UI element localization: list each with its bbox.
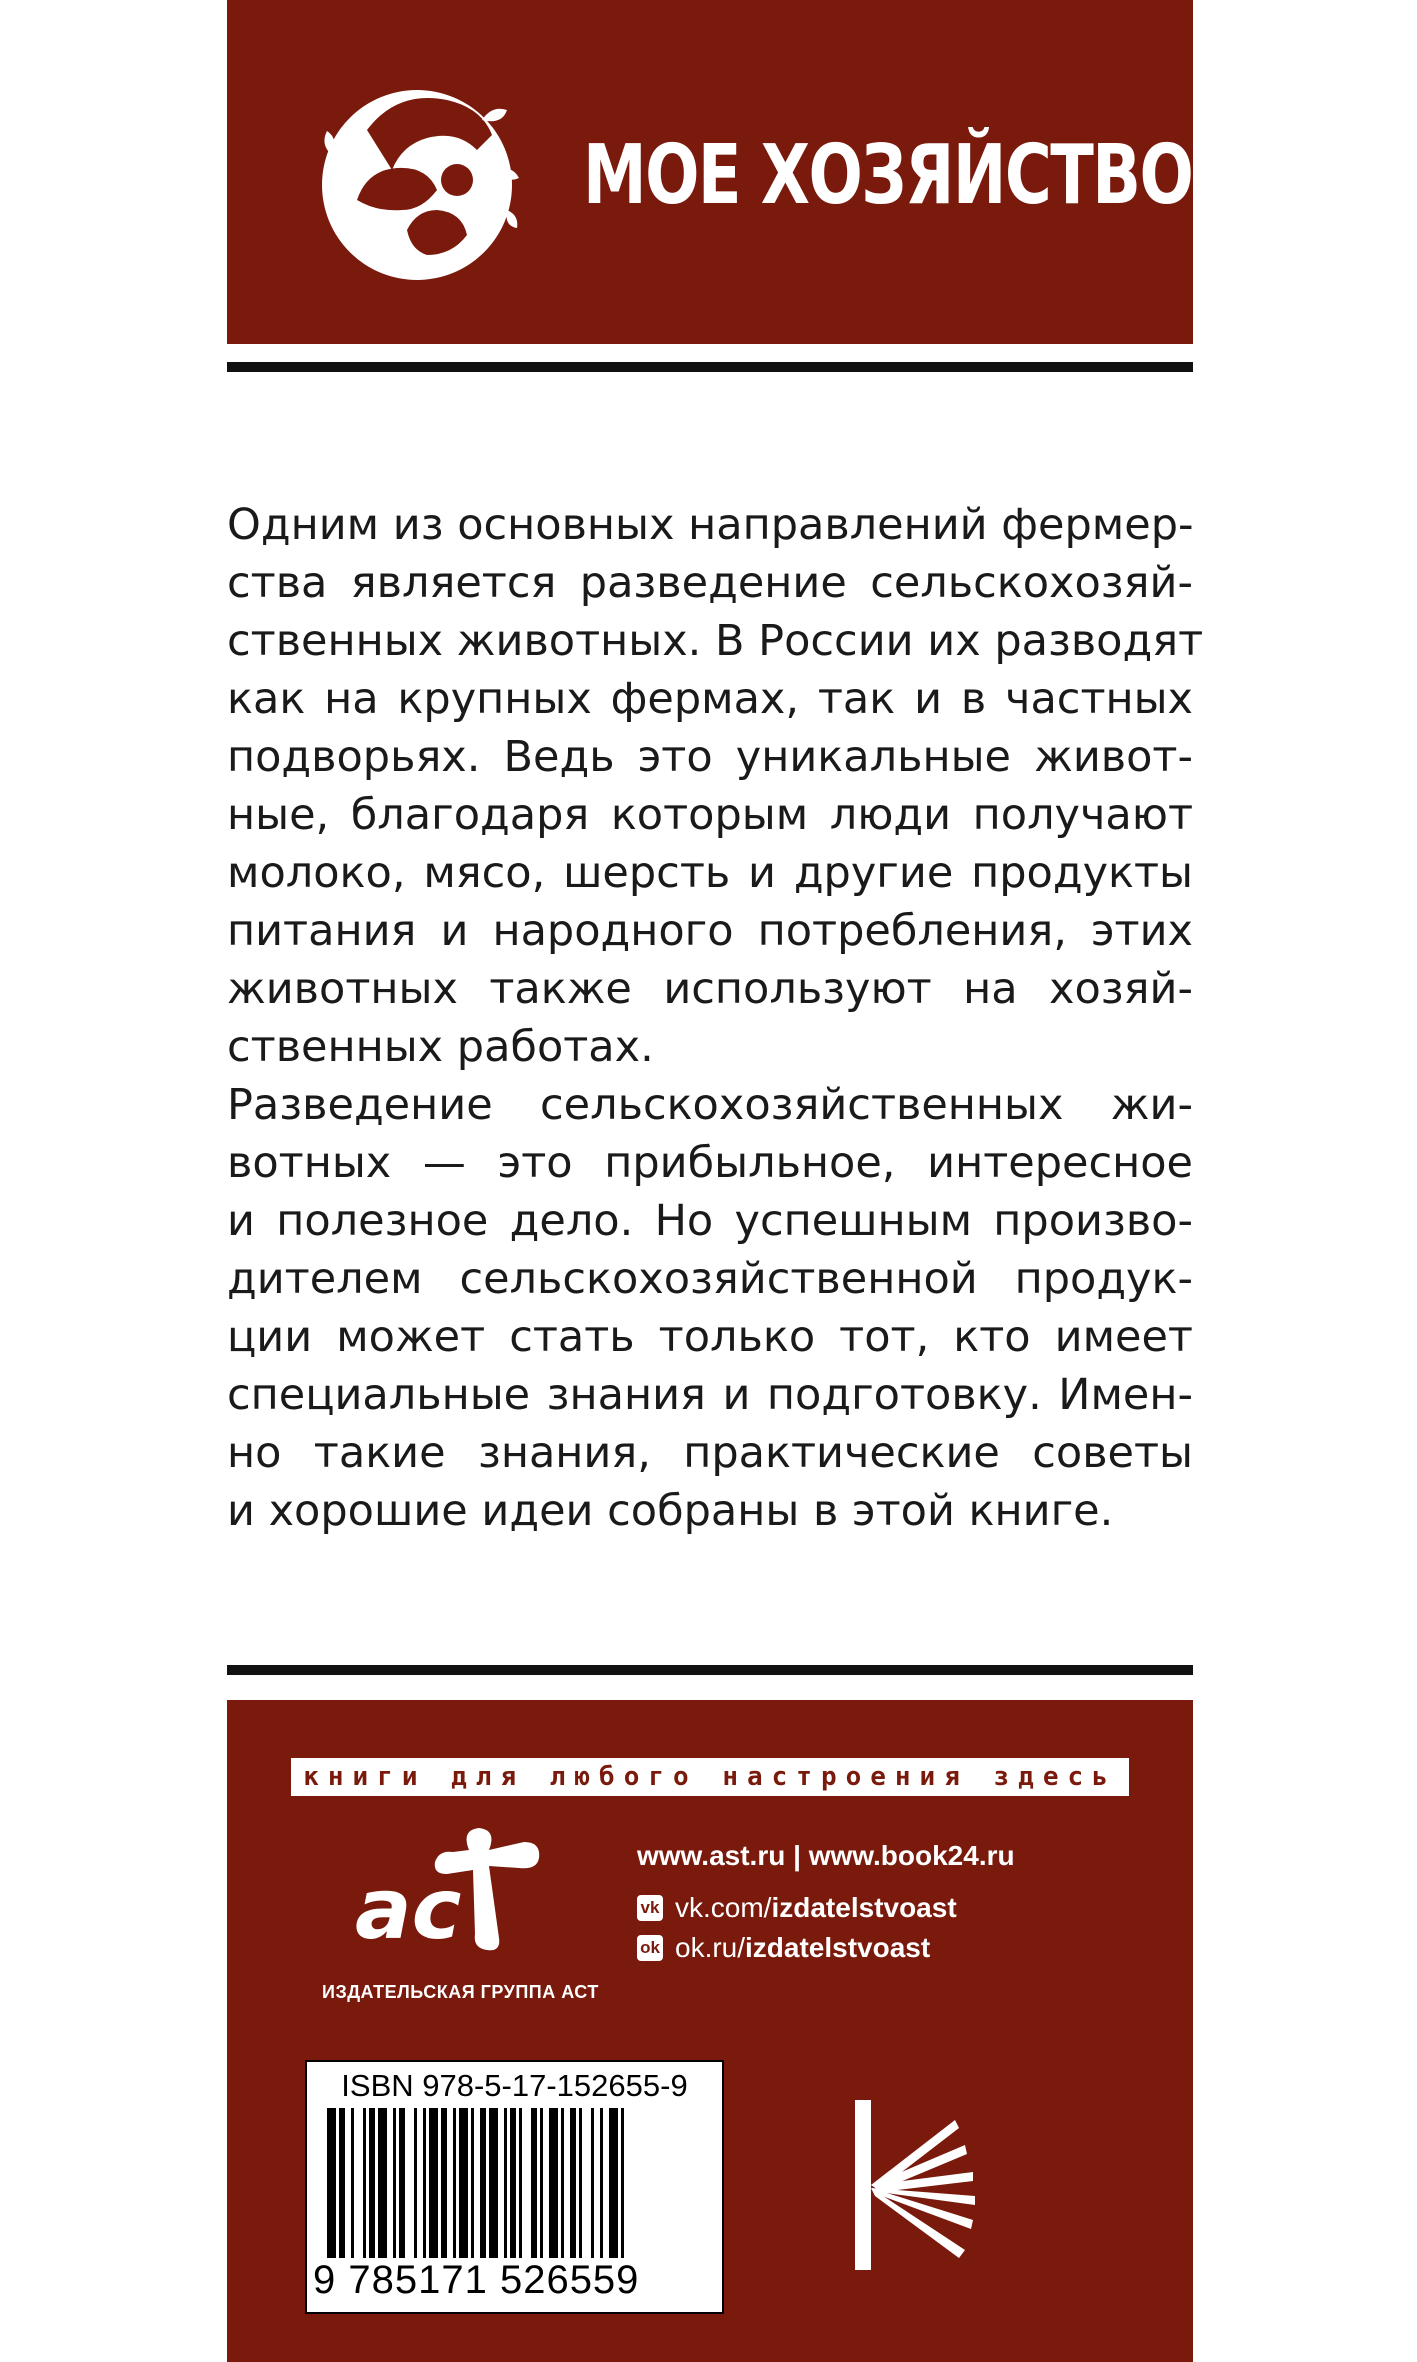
barcode-bar (591, 2108, 594, 2258)
series-banner (227, 0, 1193, 344)
description-line: специальные знания и подготовку. Имен- (227, 1370, 1193, 1420)
description-line: подворьях. Ведь это уникальные живот- (227, 732, 1193, 782)
barcode-bar (621, 2108, 624, 2258)
description-line: Одним из основных направлений фермер- (227, 500, 1194, 550)
ok-link[interactable] (637, 1932, 930, 1964)
series-title: МОЕ ХОЗЯЙСТВО (583, 128, 1193, 223)
barcode-bar (609, 2108, 618, 2258)
barcode-bar (378, 2108, 387, 2258)
description-line: и хорошие идеи собраны в этой книге. (227, 1486, 1114, 1536)
barcode-bar (453, 2108, 456, 2258)
barcode-bar (510, 2108, 516, 2258)
description-line: дителем сельскохозяйственной продук- (227, 1254, 1193, 1304)
divider-bottom (227, 1665, 1193, 1675)
description-line: но такие знания, практические советы (227, 1428, 1193, 1478)
barcode-digits: 9 785171 526559 (313, 2258, 640, 2302)
barcode-bar (369, 2108, 375, 2258)
description-line: ственных животных. В России их разводят (227, 616, 1204, 666)
publisher-panel (227, 1700, 1193, 2362)
svg-text:ac: ac (355, 1860, 462, 1958)
farm-animals-logo (307, 60, 537, 290)
description-line: как на крупных фермах, так и в частных (227, 674, 1193, 724)
barcode-bar (414, 2108, 417, 2258)
barcode-bar (459, 2108, 468, 2258)
isbn-label: ISBN 978-5-17-152655-9 (341, 2068, 688, 2103)
description-line: ства является разведение сельскохозяй- (227, 558, 1193, 608)
barcode-bar (441, 2108, 447, 2258)
barcode-bar (531, 2108, 537, 2258)
barcode-bars (327, 2108, 705, 2268)
k-book-logo (855, 2100, 985, 2270)
description-line: молоко, мясо, шерсть и другие продукты (227, 848, 1193, 898)
barcode-bar (393, 2108, 396, 2258)
vk-prefix: vk.com/ (675, 1892, 772, 1923)
barcode-bar (504, 2108, 507, 2258)
description-line: ственных работах. (227, 1022, 654, 1072)
vk-icon: vk (637, 1895, 663, 1921)
vk-handle: izdatelstvoast (771, 1892, 957, 1923)
book-description (227, 496, 1204, 1540)
barcode-bar (429, 2108, 438, 2258)
barcode-bar (549, 2108, 558, 2258)
barcode-bar (339, 2108, 345, 2258)
description-line: и полезное дело. Но успешным произво- (227, 1196, 1193, 1246)
barcode-bar (579, 2108, 582, 2258)
barcode-bar (600, 2108, 603, 2258)
barcode-bar (489, 2108, 498, 2258)
barcode-bar (561, 2108, 564, 2258)
description-line: ные, благодаря которым люди получают (227, 790, 1193, 840)
ok-icon: ok (637, 1935, 663, 1961)
barcode-bar (540, 2108, 543, 2258)
barcode-box (305, 2060, 724, 2314)
barcode-bar (327, 2108, 336, 2258)
barcode-bar (423, 2108, 426, 2258)
barcode-bar (570, 2108, 576, 2258)
description-line: вотных — это прибыльное, интересное (227, 1138, 1193, 1188)
barcode-bar (519, 2108, 522, 2258)
description-line: ции может стать только тот, кто имеет (227, 1312, 1193, 1362)
ast-logo (349, 1820, 549, 1960)
description-line: питания и народного потребления, этих (227, 906, 1193, 956)
website-links[interactable]: www.ast.ru | www.book24.ru (637, 1840, 1015, 1871)
vk-link[interactable] (637, 1892, 957, 1924)
barcode-bar (480, 2108, 486, 2258)
barcode-bar (471, 2108, 474, 2258)
ok-handle: izdatelstvoast (745, 1932, 931, 1963)
divider-top (227, 362, 1193, 372)
publisher-tagline: книги для любого настроения здесь (291, 1758, 1129, 1796)
ok-prefix: ok.ru/ (675, 1932, 746, 1963)
publisher-group-name: ИЗДАТЕЛЬСКАЯ ГРУППА АСТ (322, 1982, 599, 2002)
barcode-bar (399, 2108, 405, 2258)
description-line: животных также используют на хозяй- (227, 964, 1193, 1014)
barcode-bar (351, 2108, 354, 2258)
barcode-bar (363, 2108, 366, 2258)
description-line: Разведение сельскохозяйственных жи- (227, 1080, 1193, 1130)
